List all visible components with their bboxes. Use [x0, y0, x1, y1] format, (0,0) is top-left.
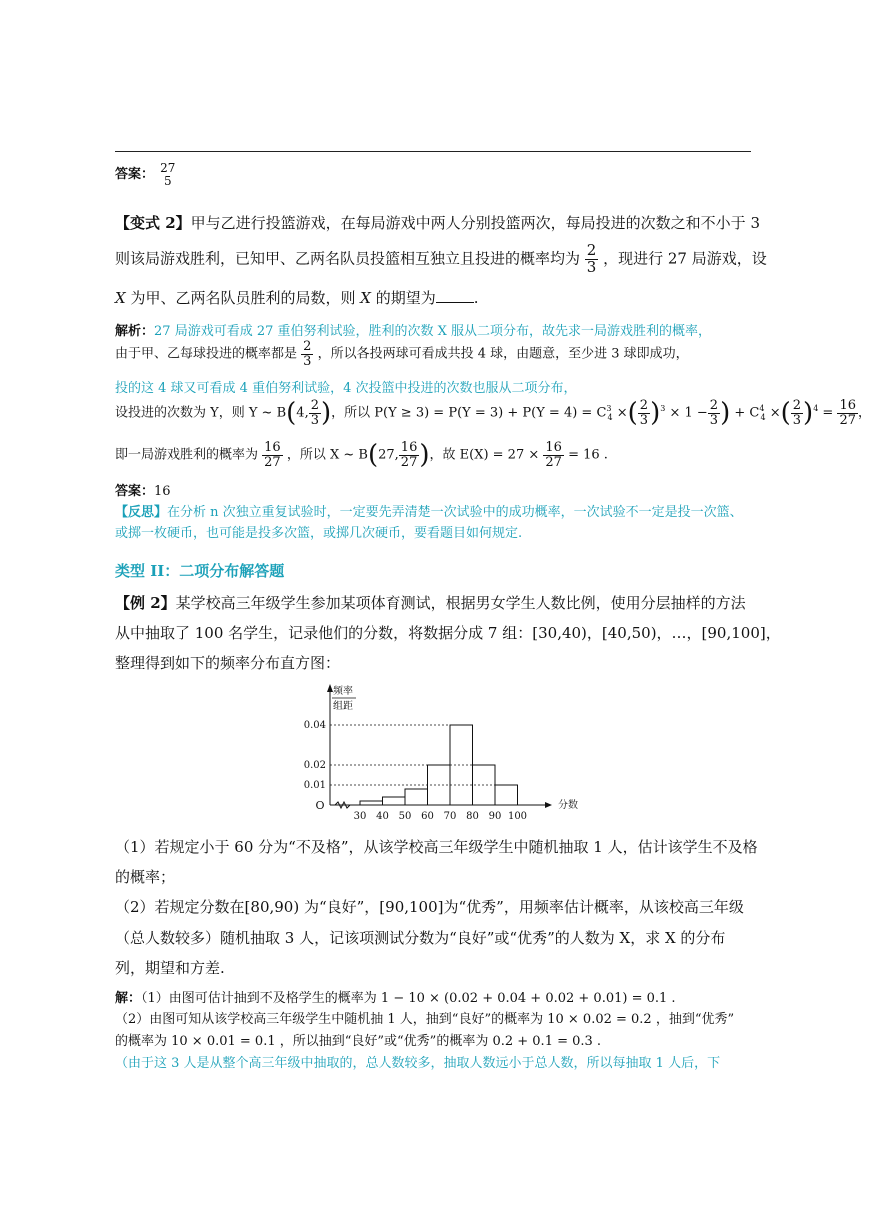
answer-1 — [115, 162, 177, 187]
x-tick-label: 90 — [488, 811, 502, 822]
histogram-bar — [495, 785, 518, 805]
paren: ) — [650, 398, 661, 428]
answer-label: 答案： — [115, 484, 155, 499]
two-thirds-fraction: $\frac{2}{3}$ — [586, 241, 597, 276]
fraction: $\frac{2}{3}$ — [709, 397, 719, 428]
y-tick-label: 0.01 — [303, 780, 326, 791]
answer-blank — [436, 301, 474, 303]
fraction: $\frac{16}{27}$ — [400, 439, 418, 470]
y-label-numerator: 频率 — [333, 686, 353, 697]
origin-label: O — [315, 799, 325, 812]
solution-label: 解析： — [115, 324, 155, 339]
histogram-bar — [383, 797, 406, 805]
paren: ( — [367, 440, 379, 470]
histogram-bar — [405, 789, 428, 805]
variant2-line3: X 为甲、乙两名队员胜利的局数，则 X 的期望为 . — [115, 289, 479, 307]
section-title: 类型 II：二项分布解答题 — [115, 562, 285, 580]
x-tick-label: 40 — [376, 811, 389, 822]
solution-ex2-line1: 解：（1）由图可估计抽到不及格学生的概率为 1 − 10 × (0.02 + 0.04 + 0.02 + 0.01) = 0.1 . — [115, 991, 676, 1006]
x-tick-label: 100 — [507, 811, 528, 822]
fraction: $\frac{16}{27}$ — [264, 439, 281, 470]
fraction: $\frac{2}{3}$ — [639, 397, 649, 428]
solution-ex2-line2: （2）由图可知从该学校高三年级学生中随机抽 1 人，抽到“良好”的概率为 10 × 0.02 = 0.2 ，抽到“优秀” — [115, 1012, 735, 1027]
x-tick-label: 50 — [398, 811, 412, 822]
solution2-line4: 设投进的次数为 Y，则 Y ~ B(4, $\frac{2}{3}$ )，所以 $P(Y \ge 3) = P(Y = 3) + P(Y = 4) = C^3_4$ ×( $\frac{2}{3}$ )$^3$ × 1 − $\frac{2}{3}$ ) + $C^4_4$ ×( $\frac{2}{3}$ )$^4$ = $\frac{16}{27}$ ， — [115, 397, 871, 428]
top-rule — [115, 151, 751, 152]
fraction: $\frac{2}{3}$ — [792, 397, 802, 428]
example2-line1: 【例 2】某学校高三年级学生参加某项体育测试，根据男女学生人数比例，使用分层抽样的方法 — [115, 594, 746, 612]
x-tick-label: 60 — [421, 811, 434, 822]
variant2-tag: 【变式 2】 — [115, 214, 191, 232]
answer-2 — [115, 480, 171, 499]
variant2-line1: 【变式 2】甲与乙进行投篮游戏，在每局游戏中两人分别投篮两次，每局投进的次数之和不小于 3 — [115, 214, 760, 232]
reflection-line2: 或掷一枚硬币，也可能是投多次篮，或掷几次硬币，要看题目如何规定. — [115, 526, 523, 541]
variant2-line2: 则该局游戏胜利，已知甲、乙两名队员投篮相互独立且投进的概率均为 $\frac{2}{3}$ ，现进行 27 局游戏，设 — [115, 241, 767, 276]
fraction: $\frac{2}{3}$ — [303, 339, 312, 369]
paren: ( — [627, 398, 638, 428]
y-tick-label: 0.04 — [303, 720, 326, 731]
x-axis-label: 分数 — [558, 800, 578, 811]
y-tick-label: 0.02 — [303, 760, 326, 771]
solution2-line3: 投的这 4 球又可看成 4 重伯努利试验，4 次投篮中投进的次数也服从二项分布， — [115, 381, 577, 396]
paren: ) — [320, 398, 332, 428]
fraction: $\frac{2}{3}$ — [310, 397, 319, 428]
example2-line2: 从中抽取了 100 名学生，记录他们的分数，将数据分成 7 组：[30,40)，[40,50)，…，[90,100]， — [115, 624, 781, 642]
solution2-line2: 由于甲、乙每球投进的概率都是 $\frac{2}{3}$ ，所以各投两球可看成共投 4 球，由题意，至少进 3 球即成功， — [115, 339, 689, 369]
x-tick-label: 30 — [353, 811, 367, 822]
frequency-histogram — [290, 680, 590, 825]
question2-line3: 列，期望和方差. — [115, 959, 225, 977]
solution-ex2-line4: （由于这 3 人是从整个高三年级中抽取的，总人数较多，抽取人数远小于总人数，所以每抽取 1 人后，下 — [115, 1056, 721, 1071]
question1-line1: （1）若规定小于 60 分为“不及格”，从该学校高三年级学生中随机抽取 1 人，估计该学生不及格 — [115, 838, 758, 856]
answer-value: 16 — [154, 484, 171, 499]
question2-line2: （总人数较多）随机抽取 3 人，记该项测试分数为“良好”或“优秀”的人数为 X，求 X 的分布 — [115, 929, 726, 947]
histogram-bar — [450, 725, 473, 805]
paren: ( — [780, 398, 791, 428]
x-tick-label: 80 — [466, 811, 479, 822]
reflection-line1: 【反思】在分析 n 次独立重复试验时，一定要先弄清楚一次试验中的成功概率，一次试验不一定是投一次篮、 — [115, 505, 743, 520]
histogram-bar — [360, 801, 383, 805]
answer-label: 答案： — [115, 167, 155, 183]
paren: ( — [286, 398, 297, 428]
x-axis-arrow — [545, 802, 552, 808]
solution2-line1: 解析：27 局游戏可看成 27 重伯努利试验，胜利的次数 X 服从二项分布，故先求一局游戏胜利的概率， — [115, 324, 712, 339]
question1-line2: 的概率； — [115, 868, 176, 886]
example2-line3: 整理得到如下的频率分布直方图： — [115, 654, 341, 672]
solution-label: 解： — [115, 991, 142, 1006]
fraction: $\frac{16}{27}$ — [839, 397, 857, 428]
solution2-line5: 即一局游戏胜利的概率为 $\frac{16}{27}$ ，所以 X ~ B(27, $\frac{16}{27}$ )，故 E(X) = 27 × $\frac{16}{27}$ = 16 . — [115, 439, 608, 470]
paren: ) — [803, 398, 814, 428]
solution-ex2-line3: 的概率为 10 × 0.01 = 0.1 ，所以抽到“良好”或“优秀”的概率为 0.2 + 0.1 = 0.3 . — [115, 1034, 602, 1049]
x-tick-label: 70 — [443, 811, 457, 822]
fraction: $\frac{16}{27}$ — [545, 439, 562, 470]
y-label-denominator: 组距 — [333, 701, 353, 712]
paren: ) — [720, 398, 731, 428]
reflection-tag: 【反思】 — [115, 505, 168, 520]
answer-fraction: 27 5 — [160, 161, 176, 188]
paren: ) — [419, 440, 430, 470]
example2-tag: 【例 2】 — [115, 594, 176, 612]
question2-line1: （2）若规定分数在[80,90) 为“良好”，[90,100]为“优秀”，用频率估计概率，从该校高三年级 — [115, 898, 744, 916]
